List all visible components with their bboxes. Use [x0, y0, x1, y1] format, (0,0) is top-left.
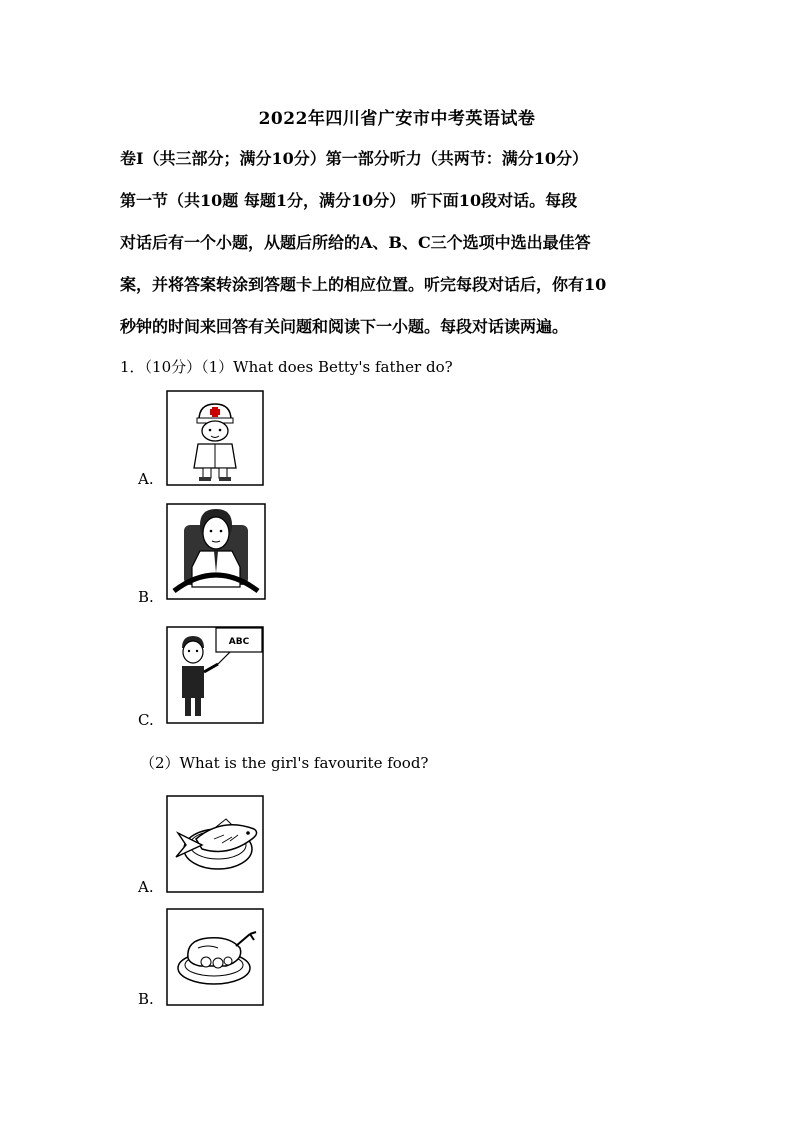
- option-label[interactable]: A.: [138, 470, 154, 488]
- instruction-line: 案，并将答案转涂到答题卡上的相应位置。听完每段对话后，你有10: [120, 275, 607, 294]
- doctor-icon[interactable]: [166, 390, 264, 486]
- option-label[interactable]: B.: [138, 588, 154, 606]
- fish-icon[interactable]: [166, 795, 264, 893]
- instruction-line: 卷I（共三部分；满分10分）第一部分听力（共两节：满分10分）: [120, 149, 589, 168]
- instruction-line: 对话后有一个小题，从题后所给的A、B、C三个选项中选出最佳答: [120, 233, 591, 252]
- board-text: ABC: [228, 637, 250, 647]
- page-title: 2022年四川省广安市中考英语试卷: [258, 109, 536, 129]
- instruction-line: 秒钟的时间来回答有关问题和阅读下一小题。每段对话读两遍。: [120, 317, 569, 336]
- option-label[interactable]: A.: [138, 878, 154, 896]
- question-2-header: （2）What is the girl's favourite food?: [140, 754, 429, 772]
- question-1-header: 1．（10分）（1）What does Betty's father do?: [120, 358, 453, 376]
- chicken-icon[interactable]: [166, 908, 264, 1006]
- driver-icon[interactable]: [166, 503, 266, 600]
- instruction-line: 第一节（共10题 每题1分，满分10分） 听下面10段对话。每段: [120, 191, 578, 210]
- teacher-icon[interactable]: [166, 626, 264, 724]
- option-label[interactable]: B.: [138, 990, 154, 1008]
- instructions: [120, 138, 680, 348]
- option-label[interactable]: C.: [138, 711, 154, 729]
